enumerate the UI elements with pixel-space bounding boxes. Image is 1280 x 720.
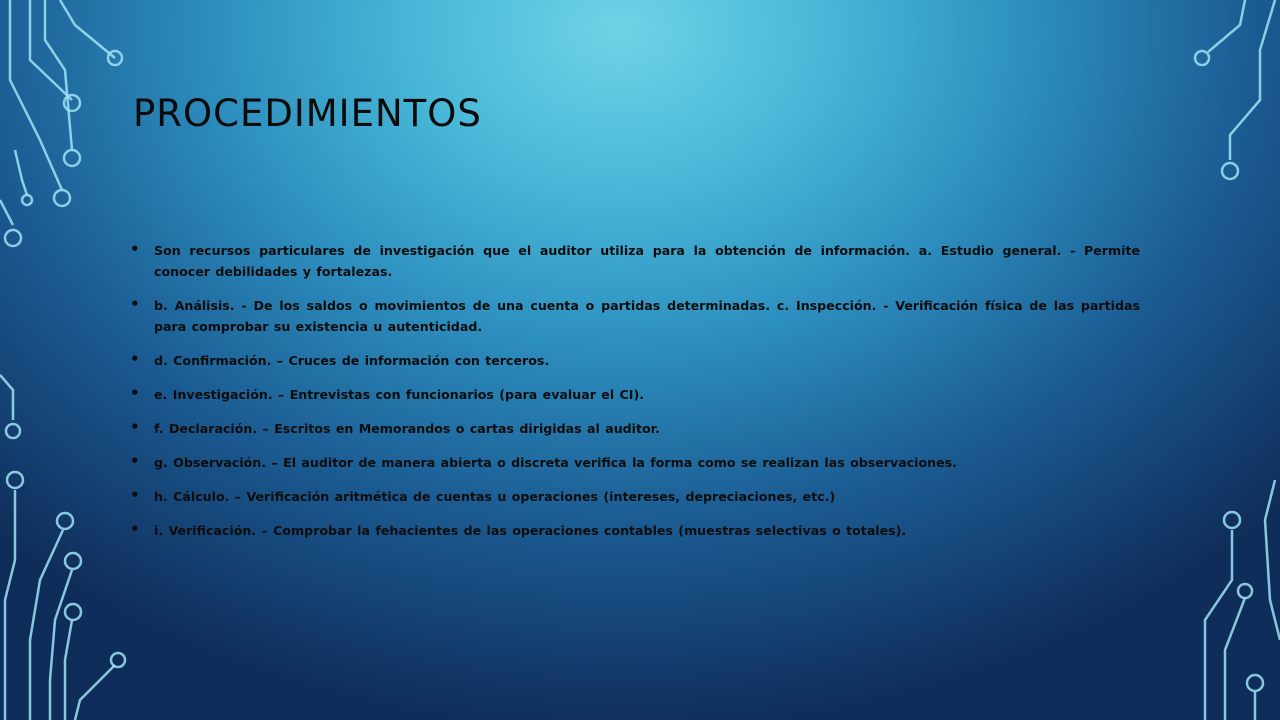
bullet-text: b. Análisis. - De los saldos o movimientos de una cuenta o partidas determinadas. c. Inspección. - Verificación física de las partidas para comprobar su existencia u autenticidad. xyxy=(154,298,1140,334)
bullet-dot: • xyxy=(130,295,140,313)
bullet-text: i. Verificación. – Comprobar la fehacientes de las operaciones contables (muestras selectivas o totales). xyxy=(154,523,907,538)
bullet-dot: • xyxy=(130,240,140,258)
bullet-dot: • xyxy=(130,486,140,504)
bullet-text: g. Observación. – El auditor de manera abierta o discreta verifica la forma como se realizan las observaciones. xyxy=(154,455,957,470)
bullet-item xyxy=(130,418,1140,439)
bullet-text: Son recursos particulares de investigación que el auditor utiliza para la obtención de información. a. Estudio general. - Permite conocer debilidades y fortalezas. xyxy=(154,243,1140,279)
bullet-item xyxy=(130,486,1140,507)
bullet-item xyxy=(130,295,1140,337)
bullet-dot: • xyxy=(130,520,140,538)
bullet-dot: • xyxy=(130,350,140,368)
bullet-text: d. Confirmación. – Cruces de información con terceros. xyxy=(154,353,550,368)
bullet-list xyxy=(130,240,1140,554)
bullet-text: e. Investigación. – Entrevistas con funcionarios (para evaluar el CI). xyxy=(154,387,645,402)
bullet-item xyxy=(130,520,1140,541)
bullet-text: f. Declaración. – Escritos en Memorandos o cartas dirigidas al auditor. xyxy=(154,421,660,436)
bullet-dot: • xyxy=(130,384,140,402)
bullet-text: h. Cálculo. – Verificación aritmética de cuentas u operaciones (intereses, depreciaciones, etc.) xyxy=(154,489,836,504)
bullet-item xyxy=(130,384,1140,405)
bullet-item xyxy=(130,350,1140,371)
slide-title: PROCEDIMIENTOS xyxy=(133,92,482,135)
bullet-item xyxy=(130,240,1140,282)
bullet-dot: • xyxy=(130,452,140,470)
bullet-item xyxy=(130,452,1140,473)
bullet-dot: • xyxy=(130,418,140,436)
